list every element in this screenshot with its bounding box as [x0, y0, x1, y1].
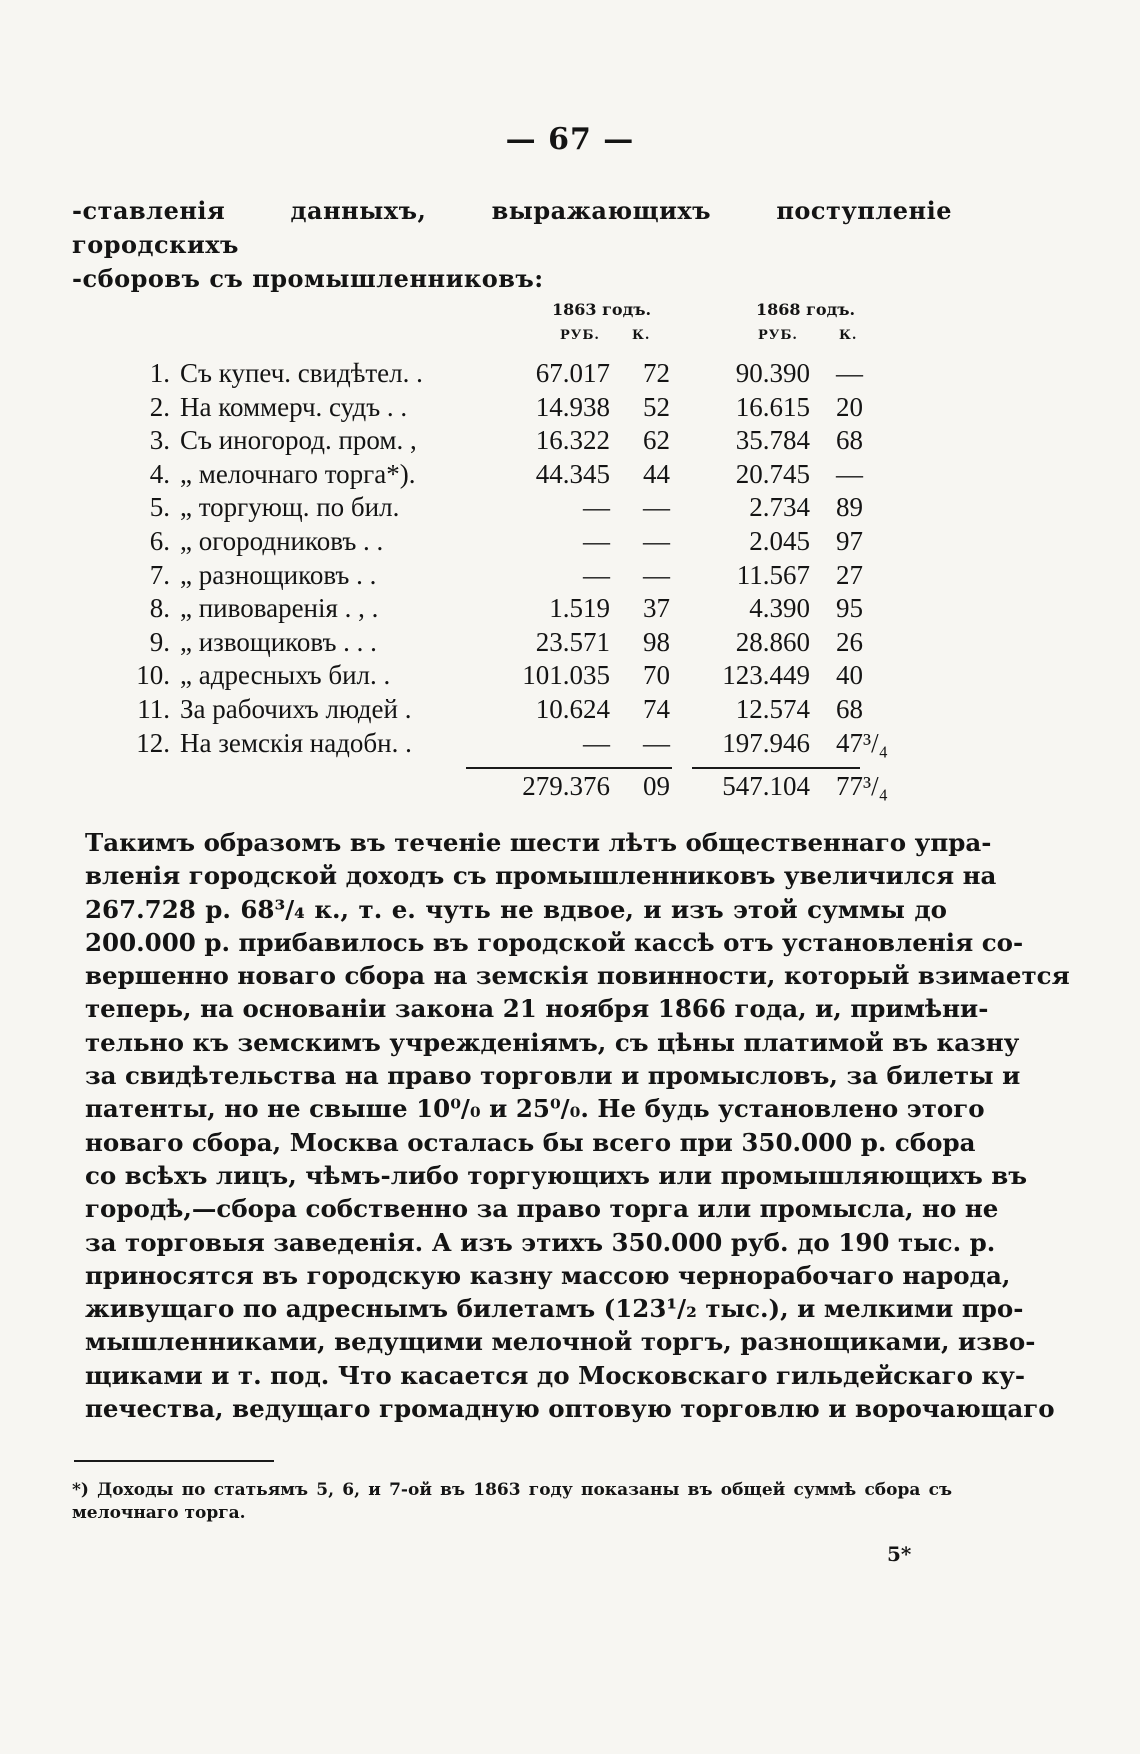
intro-paragraph [72, 194, 952, 296]
rub-1863: 101.035 [522, 660, 610, 691]
row-number: 2. [149, 391, 170, 422]
row-label: „ торгующ. по бил. [180, 492, 400, 523]
row-number: 10. [136, 660, 170, 691]
rub-1868: 28.860 [735, 626, 810, 657]
row-label: За рабочихъ людей . [180, 694, 412, 724]
rub-1868: 20.745 [735, 458, 810, 489]
row-label: „ пивоваренія . , . [180, 593, 379, 624]
total-rub-1868: 547.104 [722, 771, 810, 801]
paragraph-line: печества, ведущаго громадную оптовую торговлю и ворочающаго [85, 1394, 1055, 1424]
table-row [0, 560, 1140, 593]
subheader-rub-1863: РУБ. [560, 328, 600, 343]
row-label: „ огородниковъ . . [180, 526, 384, 556]
kop-1868: 47³/₄ [836, 727, 889, 758]
paragraph-line: тельно къ земскимъ учрежденіямъ, съ цѣны платимой въ казну [85, 1027, 1020, 1057]
kop-1868: 40 [836, 660, 863, 691]
rub-1868: 16.615 [735, 391, 810, 422]
row-number: 11. [137, 694, 170, 724]
total-kop-1863: 09 [643, 771, 670, 801]
table-row [0, 627, 1140, 660]
kop-1868: 68 [836, 425, 863, 456]
paragraph-line: со всѣхъ лицъ, чѣмъ-либо торгующихъ или промышляющихъ въ [85, 1160, 1028, 1190]
total-kop-1868: 77³/₄ [836, 771, 889, 801]
row-label: „ мелочнаго торга*). [180, 458, 416, 489]
row-label: „ извощиковъ . . . [180, 626, 377, 657]
sum-rule-1863 [466, 767, 672, 769]
rub-1863: — [583, 492, 610, 523]
row-number: 12. [136, 727, 170, 758]
row-number: 4. [149, 458, 170, 489]
paragraph-line: вершенно новаго сбора на земскія повинности, который взимается [85, 961, 1070, 991]
table-row [0, 593, 1140, 626]
kop-1868: — [836, 458, 863, 489]
table-row [0, 425, 1140, 458]
paragraph-line: 200.000 р. прибавилось въ городской кассѣ отъ установленія со- [85, 927, 1024, 957]
subheader-kop-1868: К. [839, 328, 858, 343]
row-number: 5. [149, 492, 170, 523]
table-row [0, 694, 1140, 727]
kop-1868: 97 [836, 526, 863, 556]
footnote [72, 1479, 952, 1525]
rub-1868: 90.390 [735, 358, 810, 388]
rub-1863: 67.017 [535, 358, 610, 388]
kop-1863: — [643, 526, 670, 556]
paragraph-line: щиками и т. под. Что касается до Московскаго гильдейскаго ку- [85, 1360, 1026, 1390]
rub-1868: 123.449 [722, 660, 810, 691]
table-row [0, 526, 1140, 559]
paragraph-line: патенты, но не свыше 10⁰/₀ и 25⁰/₀. Не будь установлено этого [85, 1094, 985, 1124]
paragraph-line: мышленниками, ведущими мелочной торгъ, разнощиками, изво- [85, 1327, 1036, 1357]
kop-1863: — [643, 727, 670, 758]
kop-1863: 37 [643, 593, 670, 624]
kop-1863: 44 [643, 458, 670, 489]
kop-1863: 74 [643, 694, 670, 724]
page-number: — 67 — [505, 122, 635, 157]
paragraph-line: теперь, на основаніи закона 21 ноября 1866 года, и, примѣни- [85, 994, 989, 1024]
row-number: 7. [149, 559, 170, 590]
row-number: 9. [149, 626, 170, 657]
rub-1868: 2.734 [749, 492, 810, 523]
rub-1863: 16.322 [535, 425, 610, 456]
paragraph-line: 267.728 р. 68³/₄ к., т. е. чуть не вдвое, и изъ этой суммы до [85, 894, 947, 924]
table-row [0, 358, 1140, 391]
kop-1868: 68 [836, 694, 863, 724]
rub-1868: 12.574 [735, 694, 810, 724]
row-label: Съ иногород. пром. , [180, 425, 417, 456]
rub-1868: 35.784 [735, 425, 810, 456]
row-number: 6. [149, 526, 170, 556]
rub-1868: 11.567 [736, 559, 810, 590]
table-row [0, 492, 1140, 525]
row-number: 8. [149, 593, 170, 624]
paragraph-line: городѣ,—сбора собственно за право торга или промысла, но не [85, 1194, 999, 1224]
intro-line: -ставленія данныхъ, выражающихъ поступленіе городскихъ [72, 196, 952, 259]
rub-1863: 14.938 [535, 391, 610, 422]
row-number: 1. [149, 358, 170, 388]
paragraph-line: живущаго по адреснымъ билетамъ (123¹/₂ тыс.), и мелкими про- [85, 1294, 1024, 1324]
footnote-line: мелочнаго торга. [72, 1503, 246, 1523]
row-number: 3. [149, 425, 170, 456]
rub-1868: 197.946 [722, 727, 810, 758]
table-row [0, 459, 1140, 492]
intro-line: -сборовъ съ промышленниковъ: [72, 264, 544, 293]
subheader-rub-1868: РУБ. [758, 328, 798, 343]
row-label: На коммерч. судъ . . [180, 391, 408, 422]
paragraph-line: вленія городской доходъ съ промышленниковъ увеличился на [85, 861, 997, 891]
row-label: Съ купеч. свидѣтел. . [180, 358, 423, 388]
rub-1863: 44.345 [535, 458, 610, 489]
paragraph-line: приносятся въ городскую казну массою чернорабочаго народа, [85, 1260, 1011, 1290]
row-label: „ разнощиковъ . . [180, 559, 377, 590]
header-1863: 1863 годъ. [552, 300, 652, 319]
sum-rule-1868 [692, 767, 860, 769]
row-label: На земскія надобн. . [180, 727, 412, 758]
rub-1863: — [583, 727, 610, 758]
kop-1868: 27 [836, 559, 863, 590]
kop-1863: 98 [643, 626, 670, 657]
total-rub-1863: 279.376 [522, 771, 610, 801]
kop-1863: 72 [643, 358, 670, 388]
kop-1868: 26 [836, 626, 863, 657]
table-row [0, 392, 1140, 425]
paragraph-line: за свидѣтельства на право торговли и промысловъ, за билеты и [85, 1061, 1021, 1091]
kop-1863: — [643, 492, 670, 523]
kop-1868: — [836, 358, 863, 388]
main-paragraph [85, 826, 1070, 1425]
row-label: „ адресныхъ бил. . [180, 660, 391, 691]
rub-1868: 2.045 [749, 526, 810, 556]
kop-1863: 52 [643, 391, 670, 422]
kop-1868: 95 [836, 593, 863, 624]
table-row [0, 728, 1140, 761]
signature-mark: 5* [887, 1542, 912, 1566]
paragraph-line: за торговыя заведенія. А изъ этихъ 350.000 руб. до 190 тыс. р. [85, 1227, 996, 1257]
rub-1863: — [583, 526, 610, 556]
rub-1863: — [583, 559, 610, 590]
footnote-line: *) Доходы по статьямъ 5, 6, и 7-ой въ 1863 году показаны въ общей суммѣ сбора съ [72, 1480, 952, 1500]
rub-1863: 10.624 [535, 694, 610, 724]
rub-1863: 23.571 [535, 626, 610, 657]
kop-1868: 20 [836, 391, 863, 422]
kop-1868: 89 [836, 492, 863, 523]
rub-1868: 4.390 [749, 593, 810, 624]
kop-1863: — [643, 559, 670, 590]
header-1868: 1868 годъ. [756, 300, 856, 319]
kop-1863: 62 [643, 425, 670, 456]
rub-1863: 1.519 [549, 593, 610, 624]
subheader-kop-1863: К. [632, 328, 651, 343]
footnote-divider [74, 1460, 274, 1462]
paragraph-line: Такимъ образомъ въ теченіе шести лѣтъ общественнаго упра- [85, 828, 992, 857]
kop-1863: 70 [643, 660, 670, 691]
paragraph-line: новаго сбора, Москва осталась бы всего при 350.000 р. сбора [85, 1127, 976, 1157]
table-total-row [0, 771, 1140, 804]
table-row [0, 660, 1140, 693]
